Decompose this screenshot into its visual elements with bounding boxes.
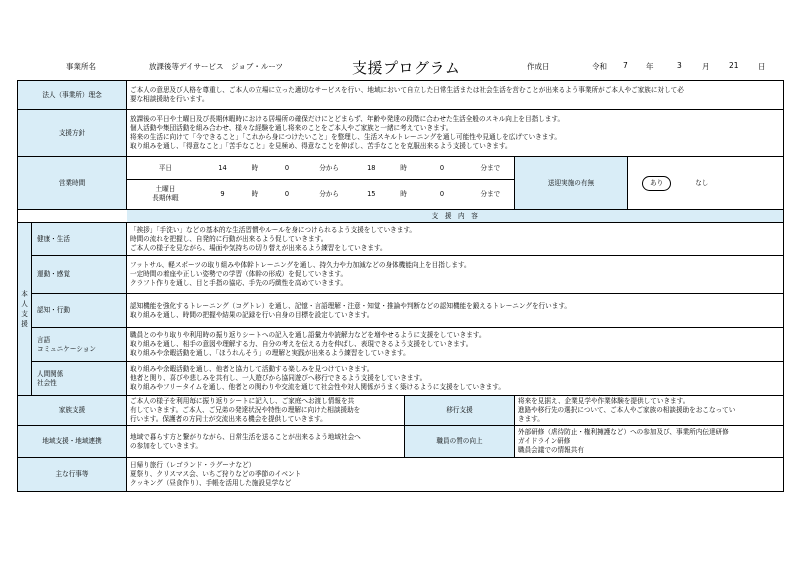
transition-line: きます。: [518, 415, 544, 423]
events-line: クッキング（昼食作り）、手帳を活用した施設見学など: [130, 479, 292, 487]
support-line: 取り組みを通し、相手の意図や理解する力、自分の考えを伝える力を伸ばし、表現できるよう支援をしていきます。: [130, 340, 473, 348]
transport-no: なし: [695, 178, 709, 187]
to-unit: 分まで: [480, 189, 501, 198]
date-day: 21: [729, 61, 739, 70]
support-line: 職員とのやり取りや利用時の振り返りシートへの記入を通し語彙力や読解力などを増やせるように支援をしていきます。: [130, 331, 486, 339]
support-line: 取り組みや余暇活動を通し、他者と協力して活動する楽しみを見つけていきます。: [130, 365, 374, 373]
support-line: クラフト作りを通し、目と手指の協応、手先の巧緻性を高めていきます。: [130, 279, 348, 287]
policy-line: 個人活動や集団活動を組み合わせ、様々な経験を通し将来のことをご本人やご家族と一緒に考えていきます。: [130, 124, 453, 132]
support-item-text: [127, 328, 784, 362]
transition-label: 移行支援: [405, 396, 515, 426]
transition-line: 将来を見据え、企業見学や作業体験を提供していきます。: [518, 397, 690, 405]
philosophy-label: 法人（事業所）理念: [18, 81, 127, 110]
policy-line: 将来の生活に向けて「今できること」「これから身につけたいこと」を整理し、生活スキルトレーニングを通し可能性や見通しを広げていきます。: [130, 133, 562, 141]
support-header: 支 援 内 容: [127, 210, 784, 223]
transition-text: [515, 396, 784, 426]
weekday-start-min: 0: [268, 157, 305, 180]
support-line: 取り組みやフリータイムを通し、他者との関わりや交流を通じて社会性や対人関係がうまく築けるように支援をしていきます。: [130, 383, 505, 391]
philosophy-line: ご本人の意思及び人格を尊重し、ご本人の立場に立った適切なサービスを行い、地域において自立した日常生活または社会生活を営むことが出来るよう事業所がご本人やご家族に対して必: [130, 86, 684, 94]
date-era: 令和: [592, 62, 607, 71]
office-name-label: 事業所名: [66, 62, 96, 71]
support-program-table: [17, 80, 784, 492]
from-unit: 分から: [319, 189, 340, 198]
family-text: [127, 396, 405, 426]
policy-line: 取り組みを通し、「得意なこと」「苦手なこと」を見極め、得意なことを伸ばし、苦手なことを克服出来るよう支援していきます。: [130, 142, 512, 150]
to-unit: 分まで: [467, 157, 514, 180]
holiday-start-min: 0: [284, 189, 290, 198]
philosophy-line: 要な相談援助を行います。: [130, 95, 209, 103]
holiday-end-min: 0: [439, 189, 445, 198]
support-item-text: [127, 223, 784, 256]
philosophy-text: [127, 81, 784, 110]
staff-line: ガイドライン研修: [518, 437, 571, 445]
weekday-start-hour: 14: [204, 157, 241, 180]
support-line: 取り組みを通し、時間の把握や結果の記録を行い自身の目標を設定していきます。: [130, 310, 374, 319]
self-support-side-text: 本人支援: [21, 290, 28, 328]
family-line: ご本人の様子を利用毎に振り返りシートに記入し、ご家庭へお渡し情報を共: [130, 397, 355, 405]
support-item-label: 健康・生活: [32, 223, 127, 256]
support-item-text: [127, 256, 784, 294]
support-line: ご本人の様子を見ながら、場面や気持ちの切り替えが出来るよう練習をしていきます。: [130, 243, 387, 252]
hour-unit: 時: [400, 189, 407, 198]
family-line: 有していきます。ご本人、ご兄弟の発達状況や特性の理解に向けた相談援助を: [130, 406, 361, 414]
from-unit: 分から: [306, 157, 353, 180]
hour-unit: 時: [390, 157, 417, 180]
support-item-label: [32, 328, 127, 362]
support-line: 取り組みや余暇活動を通し、「ほうれんそう」の理解と実践が出来るよう練習をしていきます。: [130, 349, 410, 357]
date-day-unit: 日: [758, 62, 766, 71]
staff-line: 職員会議での情報共有: [518, 446, 584, 454]
support-item-label: 認知・行動: [32, 294, 127, 328]
support-line: 「挨拶」「手洗い」などの基本的な生活習慣やルールを身につけられるよう支援をしていきます。: [130, 225, 417, 234]
weekday-end-hour: 18: [353, 157, 390, 180]
support-line: フットサル、軽スポーツの取り組みや体幹トレーニングを通し、持久力や力加減などの身体機能向上を目指します。: [130, 261, 471, 269]
holiday-label: [127, 180, 204, 209]
date-month: 3: [677, 61, 682, 70]
support-item-label: 運動・感覚: [32, 256, 127, 294]
family-label: 家族支援: [18, 396, 127, 426]
support-line: 一定時間の着座や正しい姿勢での学習（体幹の形成）を促していきます。: [130, 270, 348, 278]
date-year: 7: [623, 61, 628, 70]
transport-label: 送迎実施の有無: [515, 157, 628, 209]
events-line: 日帰り旅行（レゴランド・ラグーナなど）: [130, 461, 256, 469]
support-item-label-line: コミュニケーション: [37, 344, 96, 353]
transport-options: [628, 157, 783, 209]
community-text: [127, 426, 405, 458]
events-line: 夏祭り、クリスマス会、いちご狩りなどの季節のイベント: [130, 470, 302, 478]
holiday-start-hour: 9: [220, 189, 225, 198]
transition-line: 進路や移行先の選択について、ご本人やご家族の相談援助をおこなってい: [518, 406, 736, 414]
community-label: 地域支援・地域連携: [18, 426, 127, 458]
holiday-label-line: 長期休暇: [152, 194, 179, 202]
support-item-label-line: 人間関係: [37, 369, 64, 378]
hours-label: 営業時間: [18, 157, 127, 210]
staff-label: 職員の質の向上: [405, 426, 515, 458]
family-line: 行います。保護者の方同士が交流出来る機会を提供していきます。: [130, 415, 327, 423]
support-header-spacer: [18, 210, 127, 223]
support-item-label-line: 言語: [37, 335, 51, 344]
page-title: 支援プログラム: [352, 59, 461, 77]
support-item-label-line: 社会性: [37, 378, 57, 387]
date-year-unit: 年: [646, 62, 654, 71]
support-item-text: [127, 294, 784, 328]
support-item-text: [127, 362, 784, 396]
support-item-label: [32, 362, 127, 396]
date-label: 作成日: [527, 62, 550, 71]
date-month-unit: 月: [702, 62, 710, 71]
community-line: の参加をしていきます。: [130, 441, 203, 450]
staff-text: [515, 426, 784, 458]
weekday-label: 平日: [127, 157, 204, 180]
transport-yes: あり: [642, 176, 671, 191]
policy-line: 放課後の平日や土曜日及び長期休暇時における居場所の確保だけにとどまらず、年齢や発達の段階に合わせた生活全般のスキル向上を目指します。: [130, 115, 565, 123]
office-name: 放課後等デイサービス ジョブ・ルーツ: [149, 62, 284, 71]
policy-label: 支援方針: [18, 110, 127, 157]
hour-unit: 時: [241, 157, 268, 180]
holiday-label-line: 土曜日: [155, 185, 176, 193]
support-line: 時間の流れを把握し、自発的に行動が出来るよう促していきます。: [130, 234, 328, 243]
transport-cell: [515, 157, 784, 210]
community-line: 地域で暮らす方と繋がりながら、日常生活を送ることが出来るよう地域社会へ: [130, 432, 361, 441]
support-line: 他者と関り、喜びや悲しみを共有し、一人遊びから協同遊びへ移行できるよう支援をしていきます。: [130, 374, 427, 382]
self-support-side-label: [18, 223, 32, 396]
hour-unit: 時: [251, 189, 259, 198]
events-text: [127, 458, 784, 492]
policy-text: [127, 110, 784, 157]
hours-cell: [127, 157, 515, 210]
staff-line: 外部研修（虐待防止・権利擁護など）への参加及び、事業所内伝達研修: [518, 428, 729, 436]
hours-table: [127, 157, 514, 208]
weekday-end-min: 0: [417, 157, 467, 180]
support-line: 認知機能を強化するトレーニング（コグトレ）を通し、記憶・言語理解・注意・知覚・推論や判断などの認知機能を鍛えるトレーニングを行います。: [130, 301, 571, 310]
holiday-end-hour: 15: [367, 189, 376, 198]
events-label: 主な行事等: [18, 458, 127, 492]
